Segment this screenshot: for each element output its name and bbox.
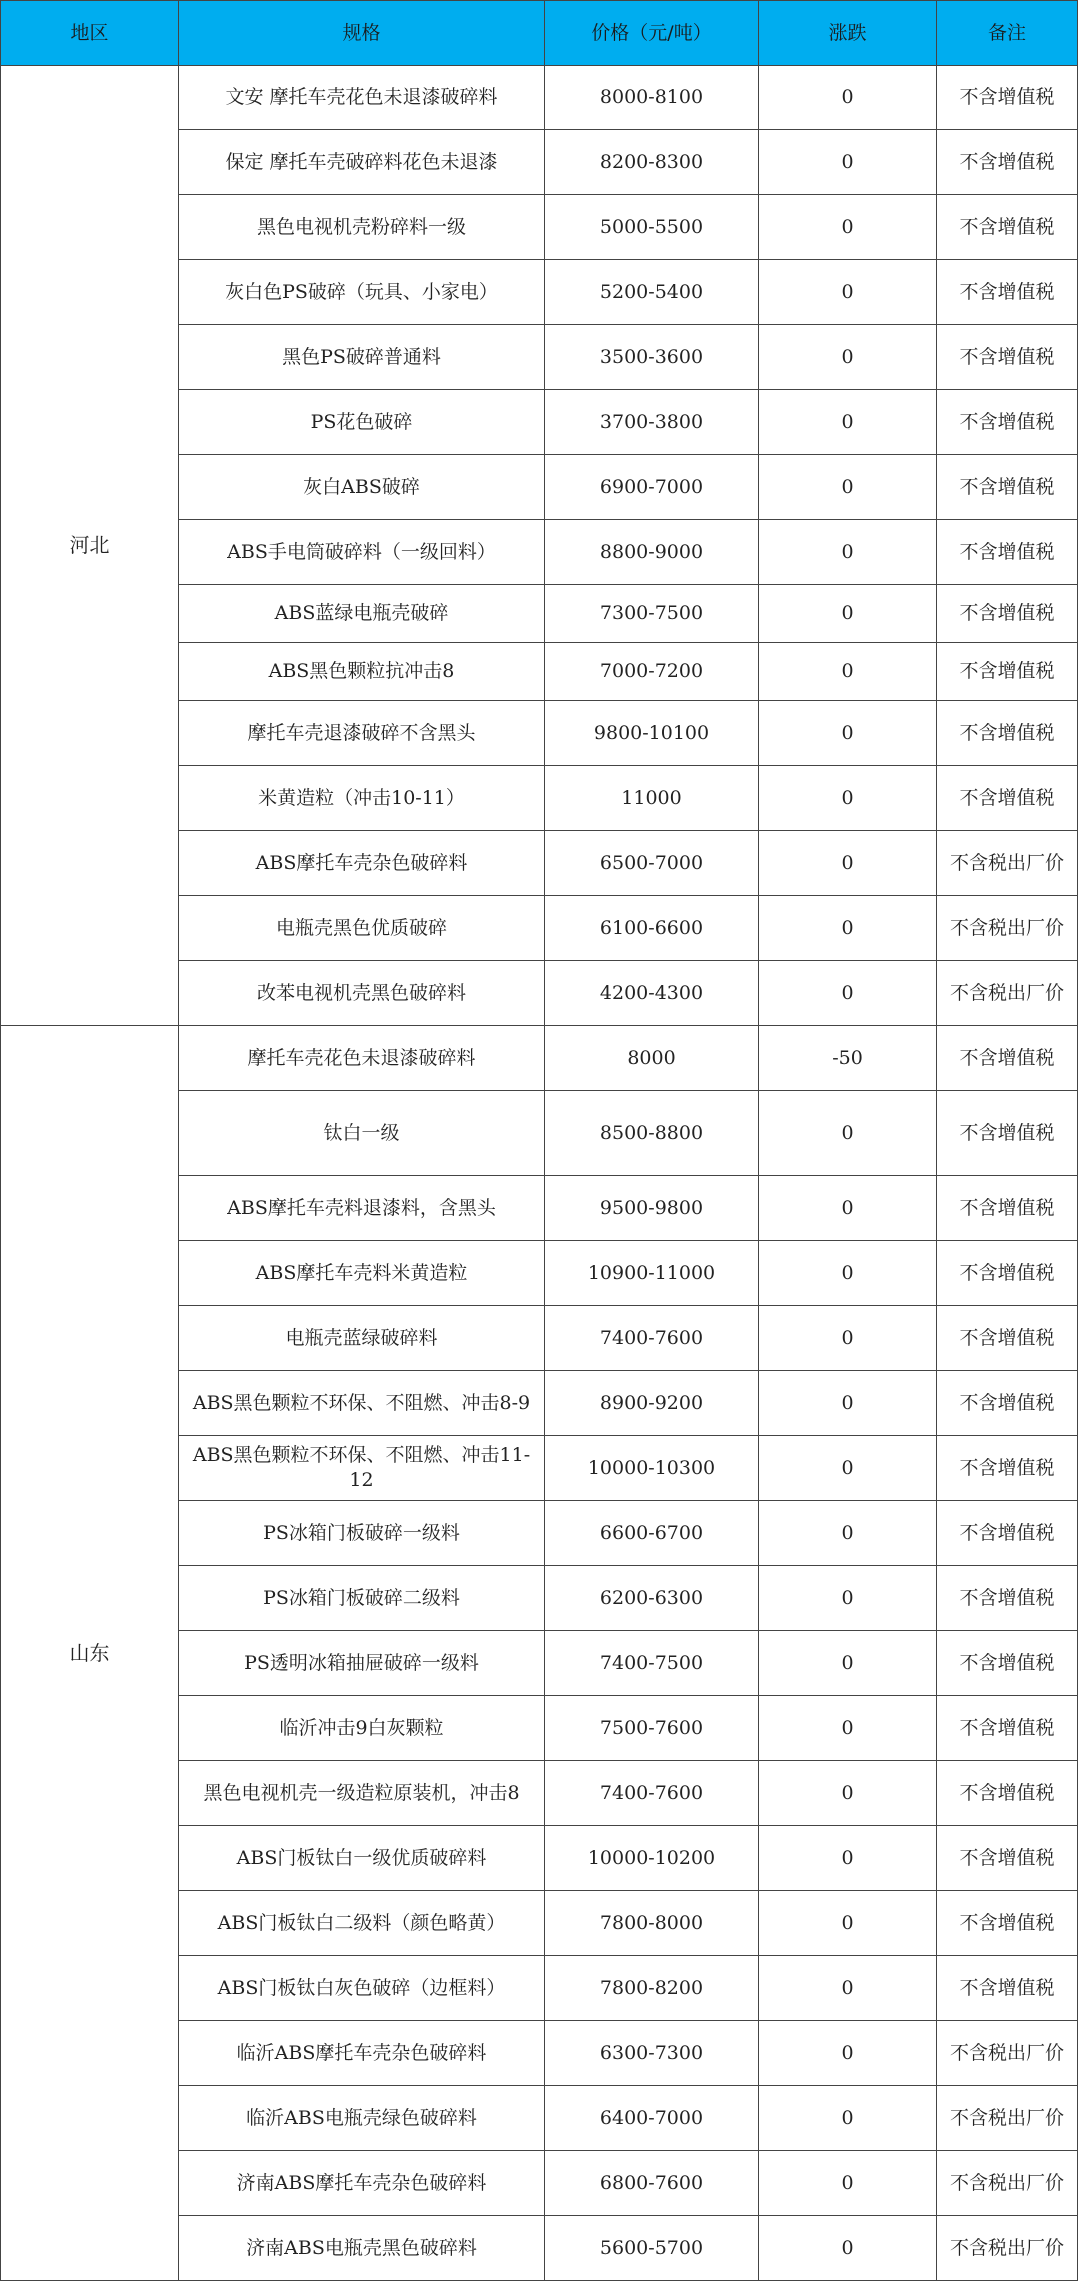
price-cell: 9500-9800 bbox=[545, 1176, 759, 1241]
spec-cell: PS透明冰箱抽屉破碎一级料 bbox=[179, 1631, 545, 1696]
price-cell: 10000-10300 bbox=[545, 1436, 759, 1501]
spec-cell: ABS黑色颗粒抗冲击8 bbox=[179, 643, 545, 701]
remark-cell: 不含增值税 bbox=[937, 1696, 1078, 1761]
change-cell: 0 bbox=[759, 961, 937, 1026]
change-cell: 0 bbox=[759, 766, 937, 831]
spec-cell: ABS蓝绿电瓶壳破碎 bbox=[179, 585, 545, 643]
remark-cell: 不含增值税 bbox=[937, 1091, 1078, 1176]
change-cell: 0 bbox=[759, 1371, 937, 1436]
spec-cell: ABS门板钛白灰色破碎（边框料） bbox=[179, 1956, 545, 2021]
change-cell: 0 bbox=[759, 1631, 937, 1696]
price-cell: 6400-7000 bbox=[545, 2086, 759, 2151]
remark-cell: 不含增值税 bbox=[937, 260, 1078, 325]
table-row bbox=[1, 1026, 1078, 1091]
change-cell: 0 bbox=[759, 2216, 937, 2281]
table-header bbox=[1, 1, 1078, 66]
price-cell: 8800-9000 bbox=[545, 520, 759, 585]
remark-cell: 不含增值税 bbox=[937, 766, 1078, 831]
spec-cell: ABS摩托车壳料米黄造粒 bbox=[179, 1241, 545, 1306]
price-cell: 7000-7200 bbox=[545, 643, 759, 701]
price-cell: 3500-3600 bbox=[545, 325, 759, 390]
remark-cell: 不含增值税 bbox=[937, 455, 1078, 520]
change-cell: 0 bbox=[759, 2086, 937, 2151]
change-cell: 0 bbox=[759, 195, 937, 260]
change-cell: 0 bbox=[759, 1306, 937, 1371]
remark-cell: 不含增值税 bbox=[937, 325, 1078, 390]
price-cell: 7300-7500 bbox=[545, 585, 759, 643]
change-cell: 0 bbox=[759, 1241, 937, 1306]
remark-cell: 不含增值税 bbox=[937, 1631, 1078, 1696]
remark-cell: 不含增值税 bbox=[937, 1371, 1078, 1436]
remark-cell: 不含增值税 bbox=[937, 1176, 1078, 1241]
spec-cell: ABS手电筒破碎料（一级回料） bbox=[179, 520, 545, 585]
spec-cell: ABS摩托车壳料退漆料，含黑头 bbox=[179, 1176, 545, 1241]
remark-cell: 不含增值税 bbox=[937, 520, 1078, 585]
remark-cell: 不含增值税 bbox=[937, 390, 1078, 455]
remark-cell: 不含税出厂价 bbox=[937, 961, 1078, 1026]
change-cell: 0 bbox=[759, 260, 937, 325]
change-cell: 0 bbox=[759, 1501, 937, 1566]
spec-cell: 保定 摩托车壳破碎料花色未退漆 bbox=[179, 130, 545, 195]
price-cell: 3700-3800 bbox=[545, 390, 759, 455]
spec-cell: 临沂ABS电瓶壳绿色破碎料 bbox=[179, 2086, 545, 2151]
spec-cell: 电瓶壳蓝绿破碎料 bbox=[179, 1306, 545, 1371]
spec-cell: 济南ABS电瓶壳黑色破碎料 bbox=[179, 2216, 545, 2281]
remark-cell: 不含增值税 bbox=[937, 195, 1078, 260]
price-cell: 5600-5700 bbox=[545, 2216, 759, 2281]
change-cell: 0 bbox=[759, 130, 937, 195]
spec-cell: 电瓶壳黑色优质破碎 bbox=[179, 896, 545, 961]
change-cell: 0 bbox=[759, 701, 937, 766]
spec-cell: 临沂ABS摩托车壳杂色破碎料 bbox=[179, 2021, 545, 2086]
price-cell: 8000-8100 bbox=[545, 66, 759, 130]
remark-cell: 不含增值税 bbox=[937, 643, 1078, 701]
price-cell: 8000 bbox=[545, 1026, 759, 1091]
price-cell: 6100-6600 bbox=[545, 896, 759, 961]
remark-cell: 不含增值税 bbox=[937, 1501, 1078, 1566]
header-remark: 备注 bbox=[937, 1, 1078, 66]
spec-cell: 黑色电视机壳一级造粒原装机，冲击8 bbox=[179, 1761, 545, 1826]
header-spec: 规格 bbox=[179, 1, 545, 66]
change-cell: 0 bbox=[759, 1176, 937, 1241]
change-cell: 0 bbox=[759, 643, 937, 701]
spec-cell: ABS黑色颗粒不环保、不阻燃、冲击8-9 bbox=[179, 1371, 545, 1436]
change-cell: 0 bbox=[759, 831, 937, 896]
remark-cell: 不含增值税 bbox=[937, 585, 1078, 643]
price-cell: 5000-5500 bbox=[545, 195, 759, 260]
change-cell: 0 bbox=[759, 390, 937, 455]
spec-cell: ABS摩托车壳杂色破碎料 bbox=[179, 831, 545, 896]
price-cell: 7400-7600 bbox=[545, 1761, 759, 1826]
remark-cell: 不含税出厂价 bbox=[937, 896, 1078, 961]
price-cell: 7800-8200 bbox=[545, 1956, 759, 2021]
price-cell: 6800-7600 bbox=[545, 2151, 759, 2216]
remark-cell: 不含增值税 bbox=[937, 1306, 1078, 1371]
remark-cell: 不含增值税 bbox=[937, 1891, 1078, 1956]
change-cell: 0 bbox=[759, 66, 937, 130]
remark-cell: 不含增值税 bbox=[937, 1956, 1078, 2021]
change-cell: 0 bbox=[759, 1566, 937, 1631]
remark-cell: 不含税出厂价 bbox=[937, 2021, 1078, 2086]
remark-cell: 不含增值税 bbox=[937, 1241, 1078, 1306]
spec-cell: ABS门板钛白二级料（颜色略黄） bbox=[179, 1891, 545, 1956]
price-cell: 8900-9200 bbox=[545, 1371, 759, 1436]
spec-cell: PS冰箱门板破碎一级料 bbox=[179, 1501, 545, 1566]
header-price: 价格（元/吨） bbox=[545, 1, 759, 66]
spec-cell: 黑色电视机壳粉碎料一级 bbox=[179, 195, 545, 260]
remark-cell: 不含税出厂价 bbox=[937, 2151, 1078, 2216]
spec-cell: 摩托车壳花色未退漆破碎料 bbox=[179, 1026, 545, 1091]
remark-cell: 不含税出厂价 bbox=[937, 2216, 1078, 2281]
price-cell: 10900-11000 bbox=[545, 1241, 759, 1306]
change-cell: -50 bbox=[759, 1026, 937, 1091]
price-cell: 8200-8300 bbox=[545, 130, 759, 195]
spec-cell: 济南ABS摩托车壳杂色破碎料 bbox=[179, 2151, 545, 2216]
change-cell: 0 bbox=[759, 2151, 937, 2216]
remark-cell: 不含税出厂价 bbox=[937, 831, 1078, 896]
price-cell: 9800-10100 bbox=[545, 701, 759, 766]
remark-cell: 不含增值税 bbox=[937, 130, 1078, 195]
change-cell: 0 bbox=[759, 520, 937, 585]
price-cell: 5200-5400 bbox=[545, 260, 759, 325]
spec-cell: ABS门板钛白一级优质破碎料 bbox=[179, 1826, 545, 1891]
price-cell: 6300-7300 bbox=[545, 2021, 759, 2086]
price-cell: 7400-7500 bbox=[545, 1631, 759, 1696]
change-cell: 0 bbox=[759, 1761, 937, 1826]
spec-cell: 米黄造粒（冲击10-11） bbox=[179, 766, 545, 831]
spec-cell: 摩托车壳退漆破碎不含黑头 bbox=[179, 701, 545, 766]
price-cell: 6600-6700 bbox=[545, 1501, 759, 1566]
change-cell: 0 bbox=[759, 1891, 937, 1956]
change-cell: 0 bbox=[759, 1956, 937, 2021]
price-cell: 7500-7600 bbox=[545, 1696, 759, 1761]
remark-cell: 不含增值税 bbox=[937, 1436, 1078, 1501]
price-cell: 4200-4300 bbox=[545, 961, 759, 1026]
change-cell: 0 bbox=[759, 455, 937, 520]
remark-cell: 不含税出厂价 bbox=[937, 2086, 1078, 2151]
change-cell: 0 bbox=[759, 2021, 937, 2086]
remark-cell: 不含增值税 bbox=[937, 1566, 1078, 1631]
remark-cell: 不含增值税 bbox=[937, 701, 1078, 766]
table-row bbox=[1, 66, 1078, 130]
change-cell: 0 bbox=[759, 325, 937, 390]
price-cell: 7800-8000 bbox=[545, 1891, 759, 1956]
header-row bbox=[1, 1, 1078, 66]
price-cell: 6500-7000 bbox=[545, 831, 759, 896]
price-cell: 7400-7600 bbox=[545, 1306, 759, 1371]
price-cell: 10000-10200 bbox=[545, 1826, 759, 1891]
price-cell: 6200-6300 bbox=[545, 1566, 759, 1631]
spec-cell: PS花色破碎 bbox=[179, 390, 545, 455]
region-cell: 河北 bbox=[1, 66, 179, 1026]
change-cell: 0 bbox=[759, 1436, 937, 1501]
region-cell: 山东 bbox=[1, 1026, 179, 2281]
spec-cell: 文安 摩托车壳花色未退漆破碎料 bbox=[179, 66, 545, 130]
spec-cell: ABS黑色颗粒不环保、不阻燃、冲击11-12 bbox=[179, 1436, 545, 1501]
price-cell: 6900-7000 bbox=[545, 455, 759, 520]
change-cell: 0 bbox=[759, 1826, 937, 1891]
spec-cell: 临沂冲击9白灰颗粒 bbox=[179, 1696, 545, 1761]
price-cell: 8500-8800 bbox=[545, 1091, 759, 1176]
header-region: 地区 bbox=[1, 1, 179, 66]
table-body bbox=[1, 66, 1078, 2281]
spec-cell: PS冰箱门板破碎二级料 bbox=[179, 1566, 545, 1631]
spec-cell: 灰白ABS破碎 bbox=[179, 455, 545, 520]
spec-cell: 黑色PS破碎普通料 bbox=[179, 325, 545, 390]
change-cell: 0 bbox=[759, 585, 937, 643]
spec-cell: 改苯电视机壳黑色破碎料 bbox=[179, 961, 545, 1026]
remark-cell: 不含增值税 bbox=[937, 1826, 1078, 1891]
remark-cell: 不含增值税 bbox=[937, 1761, 1078, 1826]
spec-cell: 灰白色PS破碎（玩具、小家电） bbox=[179, 260, 545, 325]
remark-cell: 不含增值税 bbox=[937, 1026, 1078, 1091]
change-cell: 0 bbox=[759, 1091, 937, 1176]
change-cell: 0 bbox=[759, 1696, 937, 1761]
price-cell: 11000 bbox=[545, 766, 759, 831]
header-change: 涨跌 bbox=[759, 1, 937, 66]
change-cell: 0 bbox=[759, 896, 937, 961]
remark-cell: 不含增值税 bbox=[937, 66, 1078, 130]
spec-cell: 钛白一级 bbox=[179, 1091, 545, 1176]
